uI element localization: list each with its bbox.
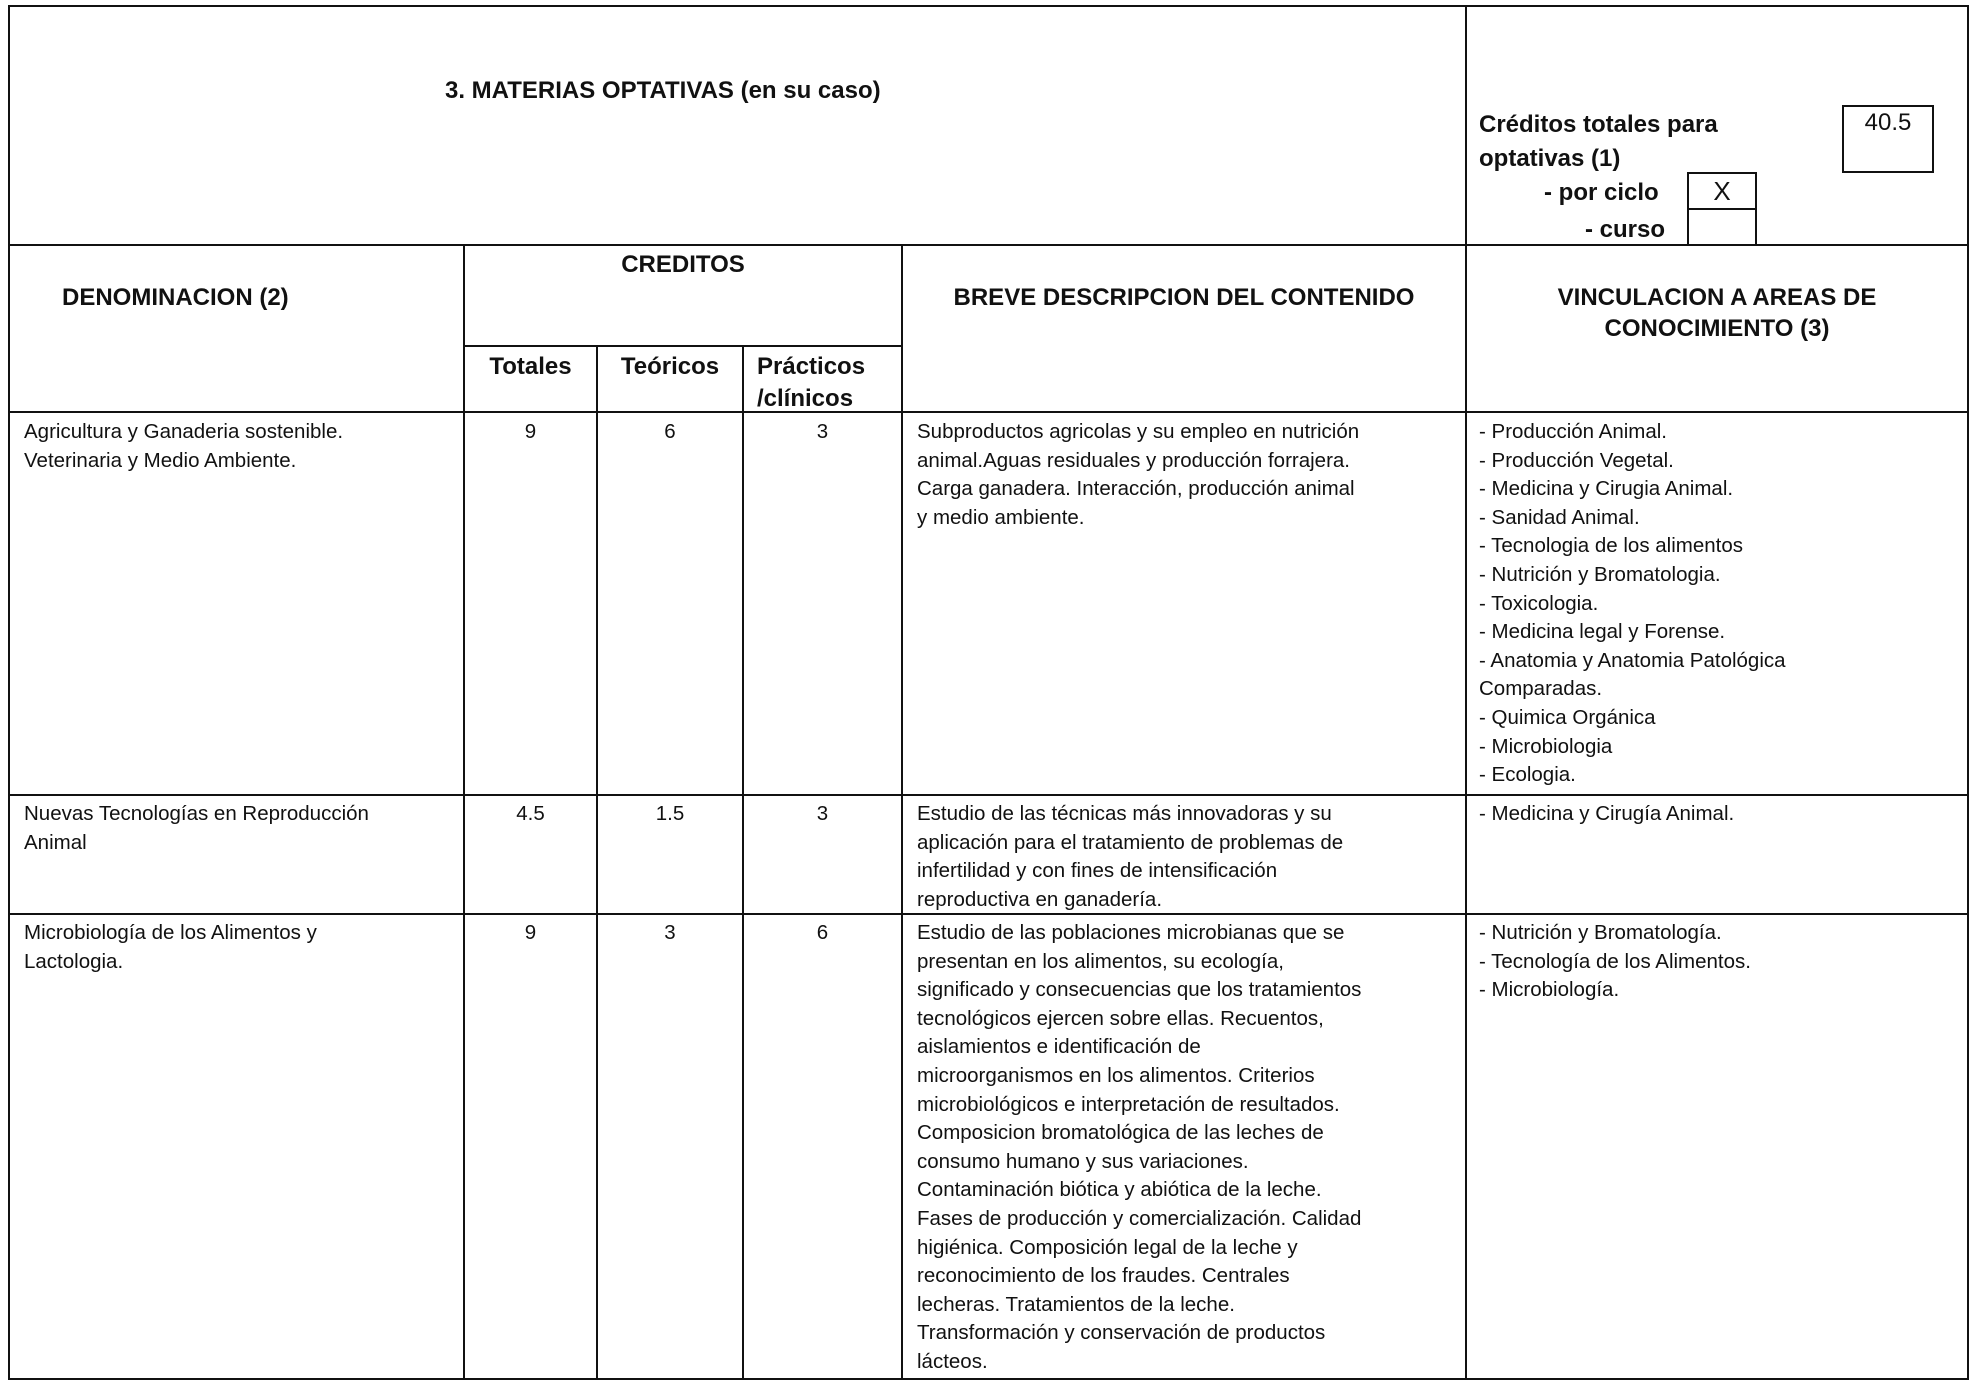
row-descripcion: Subproductos agricolas y su empleo en nutrición <box>917 420 1360 443</box>
row-descripcion: aislamientos e identificación de <box>917 1035 1201 1059</box>
header-denominacion: DENOMINACION (2) <box>62 284 289 311</box>
credits-total-box <box>1842 105 1934 173</box>
border-row1-bottom <box>8 794 1969 796</box>
row-totales: 9 <box>524 921 537 944</box>
row-descripcion: animal.Aguas residuales y producción forrajera. <box>917 448 1351 472</box>
row-descripcion: Transformación y conservación de productos <box>917 1321 1326 1345</box>
row-descripcion: consumo humano y sus variaciones. <box>917 1149 1249 1173</box>
header-creditos: CREDITOS <box>621 251 745 278</box>
credits-label-2: optativas (1) <box>1479 145 1621 172</box>
border-top <box>8 5 1969 7</box>
header-vinculacion-1: VINCULACION A AREAS DE <box>1557 284 1877 311</box>
border-header-bottom <box>8 411 1969 413</box>
header-teoricos: Teóricos <box>620 353 720 380</box>
row-denominacion: Lactologia. <box>24 949 124 973</box>
row-descripcion: infertilidad y con fines de intensificación <box>917 859 1278 883</box>
border-col-descripcion <box>901 244 903 1380</box>
row-descripcion: reproductiva en ganadería. <box>917 887 1163 911</box>
row-totales: 9 <box>524 420 537 443</box>
border-right <box>1967 5 1969 1380</box>
header-vinculacion-2: CONOCIMIENTO (3) <box>1604 315 1830 342</box>
creditos-split <box>463 345 903 347</box>
row-area-item: - Anatomia y Anatomia Patológica <box>1479 648 1786 672</box>
row-denominacion: Animal <box>24 830 87 854</box>
row-practicos: 3 <box>816 802 829 825</box>
row-denominacion: Microbiología de los Alimentos y <box>24 921 317 944</box>
row-area-item: - Quimica Orgánica <box>1479 706 1656 729</box>
header-totales: Totales <box>489 353 572 380</box>
border-header-top <box>8 244 1969 246</box>
border-col-practicos <box>742 345 744 1380</box>
row-practicos: 3 <box>816 420 829 443</box>
row-area-item: - Producción Animal. <box>1479 420 1668 443</box>
credits-total-value: 40.5 <box>1864 109 1912 136</box>
row-area-item: - Microbiologia <box>1479 734 1613 758</box>
row-descripcion: microbiológicos e interpretación de resultados. <box>917 1092 1340 1116</box>
border-left <box>8 5 10 1380</box>
row-area-item: - Tecnología de los Alimentos. <box>1479 949 1751 973</box>
row-descripcion: Contaminación biótica y abiótica de la leche. <box>917 1178 1322 1202</box>
header-descripcion: BREVE DESCRIPCION DEL CONTENIDO <box>953 284 1415 311</box>
row-area-item: - Medicina y Cirugía Animal. <box>1479 802 1735 825</box>
row-descripcion: aplicación para el tratamiento de problemas de <box>917 830 1344 854</box>
row-area-item: - Tecnologia de los alimentos <box>1479 534 1743 558</box>
por-ciclo-box <box>1687 172 1757 210</box>
row-teoricos: 3 <box>664 921 676 944</box>
header-practicos-1: Prácticos <box>757 353 866 380</box>
row-descripcion: Fases de producción y comercialización. Calidad <box>917 1207 1362 1230</box>
row-area-item: - Toxicologia. <box>1479 591 1599 615</box>
row-totales: 4.5 <box>516 802 545 825</box>
curso-box <box>1687 208 1757 246</box>
border-col-areas <box>1465 5 1467 1380</box>
row-descripcion: Composicion bromatológica de las leches de <box>917 1121 1324 1145</box>
row-descripcion: significado y consecuencias que los tratamientos <box>917 978 1362 1002</box>
credits-label-1: Créditos totales para <box>1479 111 1718 138</box>
row-area-item: Comparadas. <box>1479 677 1603 701</box>
row-descripcion: y medio ambiente. <box>917 505 1085 529</box>
row-area-item: - Nutrición y Bromatología. <box>1479 921 1722 944</box>
row-descripcion: tecnológicos ejercen sobre ellas. Recuentos, <box>917 1006 1324 1030</box>
row-area-item: - Microbiología. <box>1479 978 1620 1002</box>
row-teoricos: 6 <box>664 420 676 443</box>
row-denominacion: Nuevas Tecnologías en Reproducción <box>24 802 369 825</box>
row-descripcion: reconocimiento de los fraudes. Centrales <box>917 1264 1290 1288</box>
row-descripcion: microorganismos en los alimentos. Criterios <box>917 1064 1315 1087</box>
row-descripcion: Carga ganadera. Interacción, producción animal <box>917 477 1355 501</box>
row-descripcion: lácteos. <box>917 1350 988 1373</box>
row-area-item: - Producción Vegetal. <box>1479 448 1674 472</box>
row-descripcion: Estudio de las poblaciones microbianas que se <box>917 921 1345 944</box>
row-descripcion: higiénica. Composición legal de la leche y <box>917 1235 1298 1259</box>
row-denominacion: Veterinaria y Medio Ambiente. <box>24 448 297 472</box>
row-area-item: - Ecologia. <box>1479 763 1576 787</box>
border-col-teoricos <box>596 345 598 1380</box>
por-ciclo-value: X <box>1713 176 1731 206</box>
section-title: 3. MATERIAS OPTATIVAS (en su caso) <box>445 77 881 104</box>
row-denominacion: Agricultura y Ganaderia sostenible. <box>24 420 344 443</box>
row-area-item: - Medicina legal y Forense. <box>1479 620 1726 644</box>
por-ciclo-label: - por ciclo <box>1544 179 1659 206</box>
row-descripcion: Estudio de las técnicas más innovadoras y su <box>917 802 1332 825</box>
row-descripcion: lecheras. Tratamientos de la leche. <box>917 1292 1235 1316</box>
row-area-item: - Medicina y Cirugia Animal. <box>1479 477 1734 501</box>
row-area-item: - Sanidad Animal. <box>1479 505 1640 529</box>
curso-label: - curso <box>1585 216 1666 243</box>
header-practicos-2: /clínicos <box>757 385 854 412</box>
row-teoricos: 1.5 <box>655 802 685 825</box>
row-practicos: 6 <box>816 921 829 944</box>
row-descripcion: presentan en los alimentos, su ecología, <box>917 949 1284 973</box>
row-area-item: - Nutrición y Bromatologia. <box>1479 563 1721 586</box>
border-bottom <box>8 1378 1969 1380</box>
